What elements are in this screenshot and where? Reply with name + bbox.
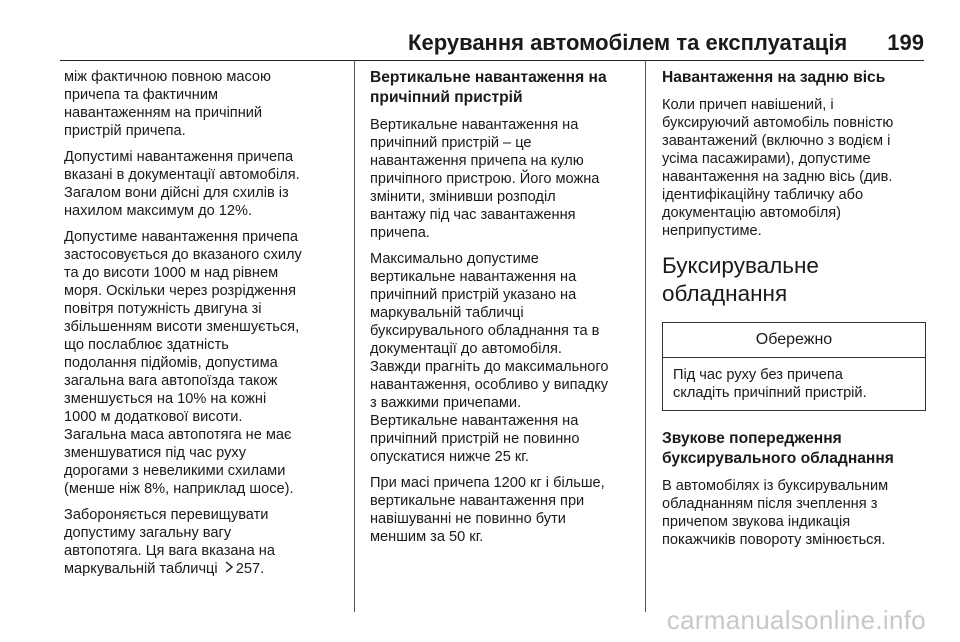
col1-paragraph-3: Допустиме навантаження причепа застосовується до вказаного схилу та до висоти 1000 м над рівнем моря. Оскільки через розрідження повітря потужність двигуна зі збільшенням висоти зменшується, що послаблює здатність подолання підйомів, допустима загальна вага автопоїзда також зменшується на 10% на кожні 1000 м додаткової висоти. Загальна маса автопотяга не має зменшуватися під час руху дорогами з невеликими схилами (менше ніж 8%, наприклад шосе). <box>64 229 302 497</box>
page-header <box>60 30 924 58</box>
sub-heading-towing-alert: Звукове попередження буксирувального обладнання <box>662 430 894 467</box>
col1-paragraph-1: між фактичною повною масою причепа та фактичним навантаженням на причіпний пристрій причепа. <box>64 69 271 139</box>
caution-text: Під час руху без причепа складіть причіпний пристрій. <box>673 367 867 401</box>
section-heading-rear-axle: Навантаження на задню вісь <box>662 69 886 86</box>
chapter-title: Керування автомобілем та експлуатація <box>408 30 848 55</box>
watermark: carmanualsonline.info <box>666 605 926 635</box>
col2-paragraph-1: Вертикальне навантаження на причіпний пристрій – це навантаження причепа на кулю причіпного пристрою. Його можна змінити, змінивши розподіл вантажу під час завантаження причепа. <box>370 117 600 241</box>
col2-paragraph-2: Максимально допустиме вертикальне навантаження на причіпний пристрій указано на маркувальній табличці буксирувального обладнання та в документації до автомобіля. Завжди прагніть до максимального навантаження, особливо у випадку з важкими причепами. Вертикальне навантаження на причіпний пристрій не повинно опускатися нижче 25 кг. <box>370 251 609 465</box>
page-number: 199 <box>887 30 924 55</box>
header-rule <box>60 60 924 61</box>
column-1 <box>64 68 348 586</box>
column-2 <box>370 68 640 554</box>
col3-paragraph-1: Коли причеп навішений, і буксируючий автомобіль повністю завантажений (включно з водієм і усіма пасажирами), допустиме навантаження на задню вісь (див. ідентифікаційну табличку або документацію автомобіля) неприпустиме. <box>662 97 894 239</box>
caution-box <box>662 322 926 411</box>
column-divider-2 <box>645 60 646 612</box>
page-reference-link[interactable]: 257. <box>235 561 265 577</box>
col2-paragraph-3: При масі причепа 1200 кг і більше, вертикальне навантаження при навішуванні не повинно бути меншим за 50 кг. <box>370 475 605 545</box>
column-divider-1 <box>354 60 355 612</box>
column-3 <box>662 68 926 557</box>
col1-paragraph-2: Допустимі навантаження причепа вказані в документації автомобіля. Загалом вони дійсні для схилів із нахилом максимум до 12%. <box>64 149 300 219</box>
col3-paragraph-2: В автомобілях із буксирувальним обладнанням після зчеплення з причепом звукова індикація покажчиків повороту змінюється. <box>662 478 889 548</box>
page-reference-arrow-icon[interactable] <box>224 560 234 578</box>
col1-paragraph-4: Забороняється перевищувати допустиму загальну вагу автопотяга. Ця вага вказана на маркувальній табличці 257. <box>64 507 275 577</box>
section-title-towing-equipment: Буксирувальне обладнання <box>662 253 819 306</box>
section-heading-vertical-load: Вертикальне навантаження на причіпний пристрій <box>370 69 607 106</box>
caution-title: Обережно <box>663 323 925 358</box>
